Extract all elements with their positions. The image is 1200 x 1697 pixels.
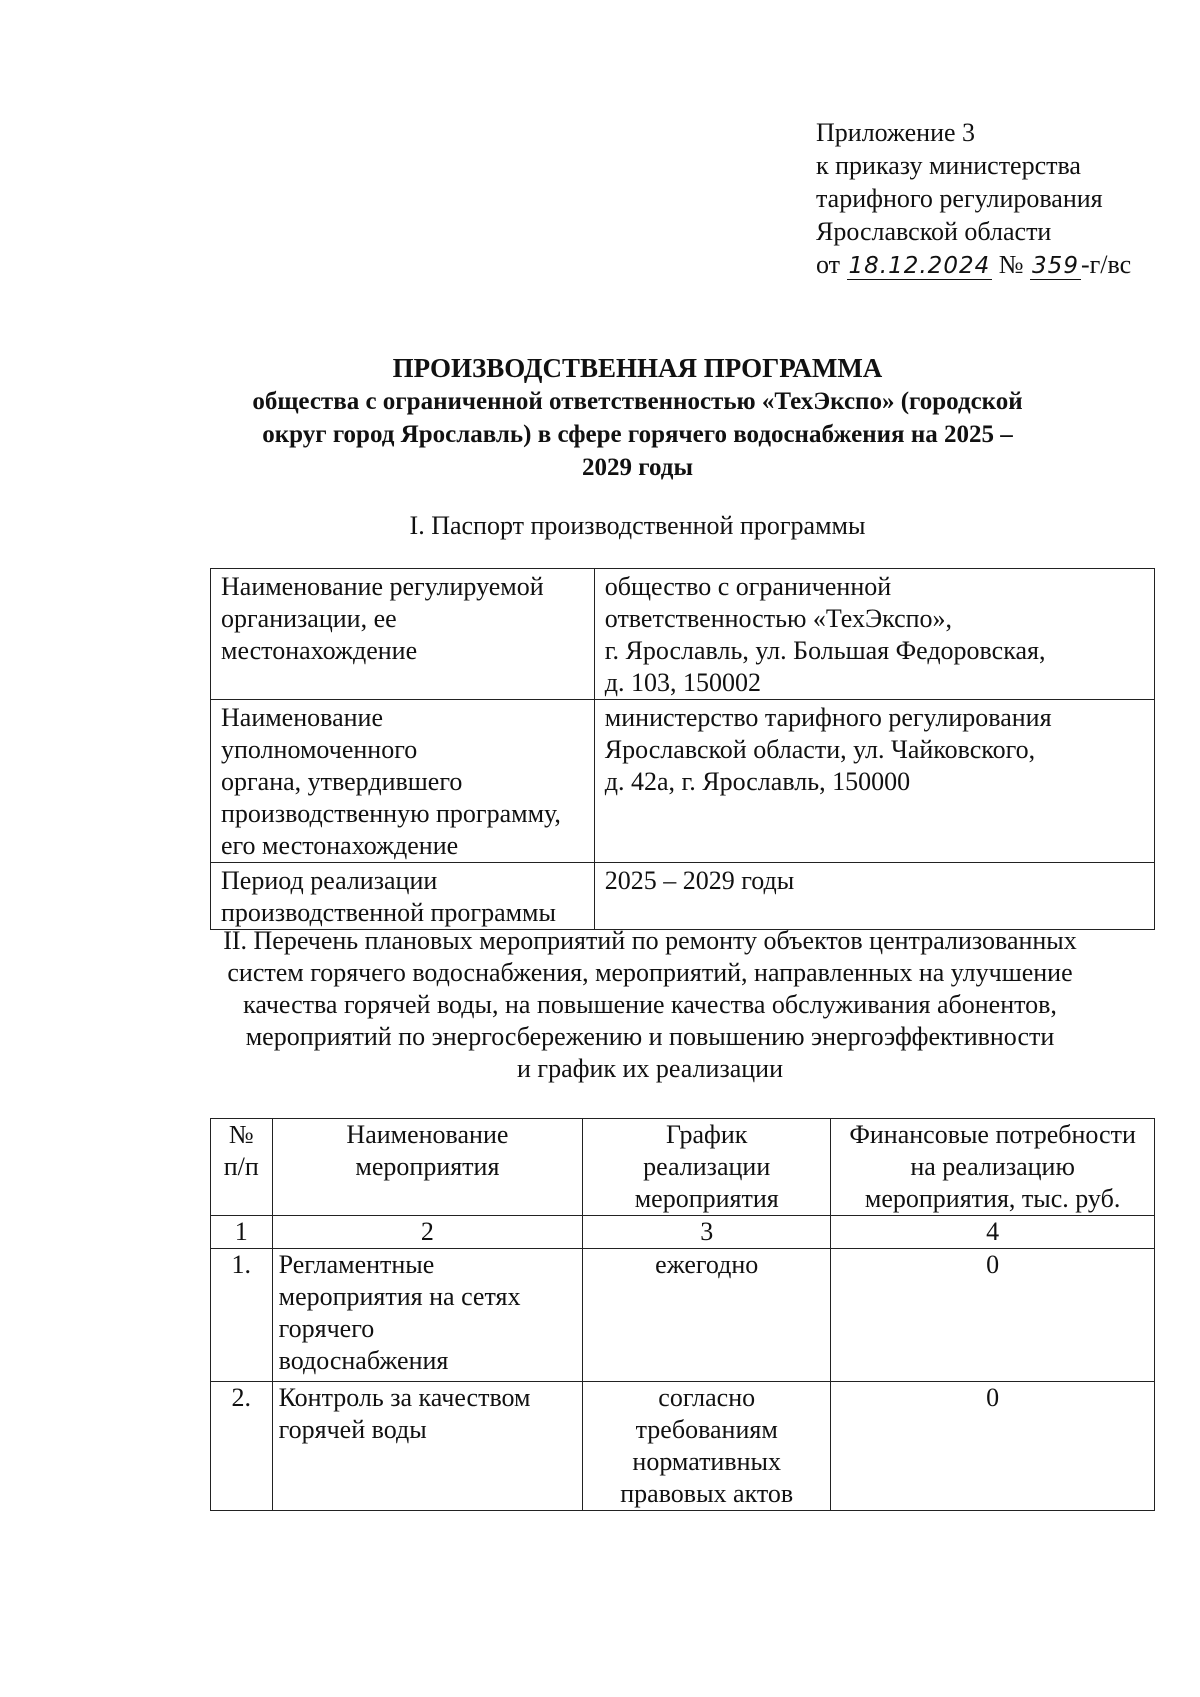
cell-line: мероприятия bbox=[634, 1184, 779, 1213]
title-main: ПРОИЗВОДСТВЕННАЯ ПРОГРАММА bbox=[392, 353, 883, 383]
heading-line: мероприятий по энергосбережению и повышению энергоэффективности bbox=[245, 1022, 1055, 1051]
header-cell-finance bbox=[831, 1119, 1155, 1216]
cell-line: Наименование bbox=[346, 1120, 509, 1149]
cell-line: местонахождение bbox=[221, 636, 418, 665]
finance-cell: 0 bbox=[831, 1382, 1155, 1511]
cell-line: п/п bbox=[223, 1152, 259, 1181]
cell-line: общество с ограниченной bbox=[604, 572, 892, 601]
column-number-row bbox=[211, 1216, 1155, 1249]
title-line: округ город Ярославль) в сфере горячего водоснабжения на 2025 – bbox=[262, 421, 1013, 448]
heading-line: систем горячего водоснабжения, мероприятий, направленных на улучшение bbox=[227, 958, 1073, 987]
passport-table bbox=[210, 568, 1155, 930]
passport-value-cell bbox=[594, 569, 1154, 700]
row-number-cell: 2. bbox=[211, 1382, 273, 1511]
cell-line: Финансовые потребности bbox=[849, 1120, 1136, 1149]
cell-line: Наименование уполномоченного bbox=[221, 703, 418, 764]
cell-line: 2025 – 2029 годы bbox=[604, 866, 795, 895]
appendix-line: Приложение 3 bbox=[816, 118, 976, 147]
number-suffix: -г/вс bbox=[1080, 250, 1132, 279]
appendix-block bbox=[816, 116, 1131, 281]
cell-line: г. Ярославль, ул. Большая Федоровская, bbox=[604, 636, 1046, 665]
heading-line: и график их реализации bbox=[517, 1054, 783, 1083]
header-cell-schedule bbox=[583, 1119, 831, 1216]
section1-heading: I. Паспорт производственной программы bbox=[409, 511, 866, 540]
event-name-cell bbox=[272, 1382, 583, 1511]
cell-line: правовых актов bbox=[620, 1479, 794, 1508]
column-number-cell: 1 bbox=[211, 1216, 273, 1249]
header-cell-number bbox=[211, 1119, 273, 1216]
handwritten-date: 18.12.2024 bbox=[848, 253, 991, 279]
cell-line: Контроль за качеством bbox=[278, 1383, 531, 1412]
cell-line: № bbox=[228, 1120, 254, 1149]
table-header-row bbox=[211, 1119, 1155, 1216]
schedule-cell bbox=[583, 1382, 831, 1511]
passport-label-cell bbox=[211, 700, 595, 863]
row-number-cell: 1. bbox=[211, 1249, 273, 1382]
column-number-cell: 4 bbox=[831, 1216, 1155, 1249]
cell-line: водоснабжения bbox=[278, 1346, 449, 1375]
table-row bbox=[211, 1249, 1155, 1382]
column-number-cell: 3 bbox=[583, 1216, 831, 1249]
cell-line: реализации bbox=[643, 1152, 771, 1181]
cell-line: График bbox=[666, 1120, 748, 1149]
heading-line: качества горячей воды, на повышение качества обслуживания абонентов, bbox=[243, 990, 1057, 1019]
finance-cell: 0 bbox=[831, 1249, 1155, 1382]
events-table bbox=[210, 1118, 1155, 1511]
cell-line: ежегодно bbox=[655, 1250, 759, 1279]
table-row bbox=[211, 700, 1155, 863]
cell-line: производственной программы bbox=[221, 898, 556, 927]
cell-line: организации, ее bbox=[221, 604, 397, 633]
section2-heading bbox=[150, 925, 1150, 1085]
title-line: 2029 годы bbox=[582, 454, 693, 481]
cell-line: согласно bbox=[658, 1383, 756, 1412]
appendix-line: Ярославской области bbox=[816, 217, 1052, 246]
heading-line: II. Перечень плановых мероприятий по ремонту объектов централизованных bbox=[223, 926, 1077, 955]
number-sign: № bbox=[998, 250, 1024, 279]
cell-line: горячего bbox=[278, 1314, 375, 1343]
cell-line: д. 103, 150002 bbox=[604, 668, 762, 697]
cell-line: горячей воды bbox=[278, 1415, 427, 1444]
cell-line: производственную программу, bbox=[221, 799, 561, 828]
passport-value-cell bbox=[594, 700, 1154, 863]
header-cell-name bbox=[272, 1119, 583, 1216]
cell-line: министерство тарифного регулирования bbox=[604, 703, 1052, 732]
cell-line: нормативных bbox=[632, 1447, 782, 1476]
cell-line: органа, утвердившего bbox=[221, 767, 463, 796]
handwritten-number: 359 bbox=[1032, 253, 1079, 279]
title-line: общества с ограниченной ответственностью «ТехЭкспо» (городской bbox=[252, 388, 1023, 415]
passport-label-cell bbox=[211, 863, 595, 930]
date-prefix: от bbox=[816, 250, 841, 279]
schedule-cell bbox=[583, 1249, 831, 1382]
appendix-line: к приказу министерства bbox=[816, 151, 1081, 180]
cell-line: Регламентные bbox=[278, 1250, 435, 1279]
cell-line: Период реализации bbox=[221, 866, 438, 895]
table-row bbox=[211, 863, 1155, 930]
cell-line: д. 42а, г. Ярославль, 150000 bbox=[604, 767, 911, 796]
cell-line: мероприятия на сетях bbox=[278, 1282, 521, 1311]
cell-line: Ярославской области, ул. Чайковского, bbox=[604, 735, 1036, 764]
passport-value-cell bbox=[594, 863, 1154, 930]
table-row bbox=[211, 569, 1155, 700]
passport-label-cell bbox=[211, 569, 595, 700]
cell-line: на реализацию bbox=[910, 1152, 1075, 1181]
appendix-date-line bbox=[816, 248, 1131, 281]
cell-line: его местонахождение bbox=[221, 831, 459, 860]
cell-line: мероприятия, тыс. руб. bbox=[864, 1184, 1121, 1213]
cell-line: требованиям bbox=[635, 1415, 778, 1444]
cell-line: ответственностью «ТехЭкспо», bbox=[604, 604, 953, 633]
appendix-line: тарифного регулирования bbox=[816, 184, 1103, 213]
table-row bbox=[211, 1382, 1155, 1511]
column-number-cell: 2 bbox=[272, 1216, 583, 1249]
document-title bbox=[150, 352, 1125, 484]
event-name-cell bbox=[272, 1249, 583, 1382]
cell-line: Наименование регулируемой bbox=[221, 572, 544, 601]
cell-line: мероприятия bbox=[355, 1152, 500, 1181]
